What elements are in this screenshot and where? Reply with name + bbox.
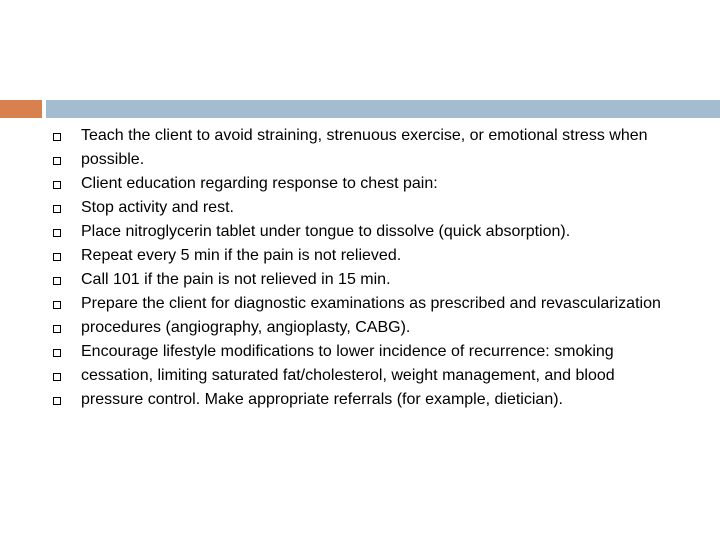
square-bullet-icon [53,397,61,405]
bullet-text: Client education regarding response to chest pain: [81,175,438,192]
square-bullet-icon [53,301,61,309]
bullet-item [0,176,720,192]
bullet-item [0,344,720,360]
bullet-text: Encourage lifestyle modifications to lower incidence of recurrence: smoking [81,343,614,360]
bullet-item [0,296,720,312]
bullet-text: Prepare the client for diagnostic examinations as prescribed and revascularization [81,295,661,312]
bullet-list [0,128,720,416]
square-bullet-icon [53,373,61,381]
bullet-text: cessation, limiting saturated fat/cholesterol, weight management, and blood [81,367,615,384]
square-bullet-icon [53,349,61,357]
accent-bar [0,100,42,118]
bullet-text: procedures (angiography, angioplasty, CABG). [81,319,411,336]
bullet-item [0,272,720,288]
square-bullet-icon [53,181,61,189]
bullet-text: Teach the client to avoid straining, strenuous exercise, or emotional stress when [81,127,648,144]
bullet-text: Repeat every 5 min if the pain is not relieved. [81,247,402,264]
square-bullet-icon [53,325,61,333]
bullet-item [0,128,720,144]
square-bullet-icon [53,133,61,141]
bullet-item [0,368,720,384]
bullet-text: possible. [81,151,145,168]
square-bullet-icon [53,157,61,165]
bullet-item [0,392,720,408]
bullet-text: pressure control. Make appropriate referrals (for example, dietician). [81,391,563,408]
bullet-item [0,152,720,168]
square-bullet-icon [53,229,61,237]
bullet-item [0,200,720,216]
header-bar [46,100,720,118]
square-bullet-icon [53,205,61,213]
bullet-item [0,224,720,240]
square-bullet-icon [53,253,61,261]
bullet-text: Call 101 if the pain is not relieved in 15 min. [81,271,391,288]
bullet-text: Stop activity and rest. [81,199,234,216]
bullet-text: Place nitroglycerin tablet under tongue to dissolve (quick absorption). [81,223,571,240]
square-bullet-icon [53,277,61,285]
bullet-item [0,320,720,336]
bullet-item [0,248,720,264]
